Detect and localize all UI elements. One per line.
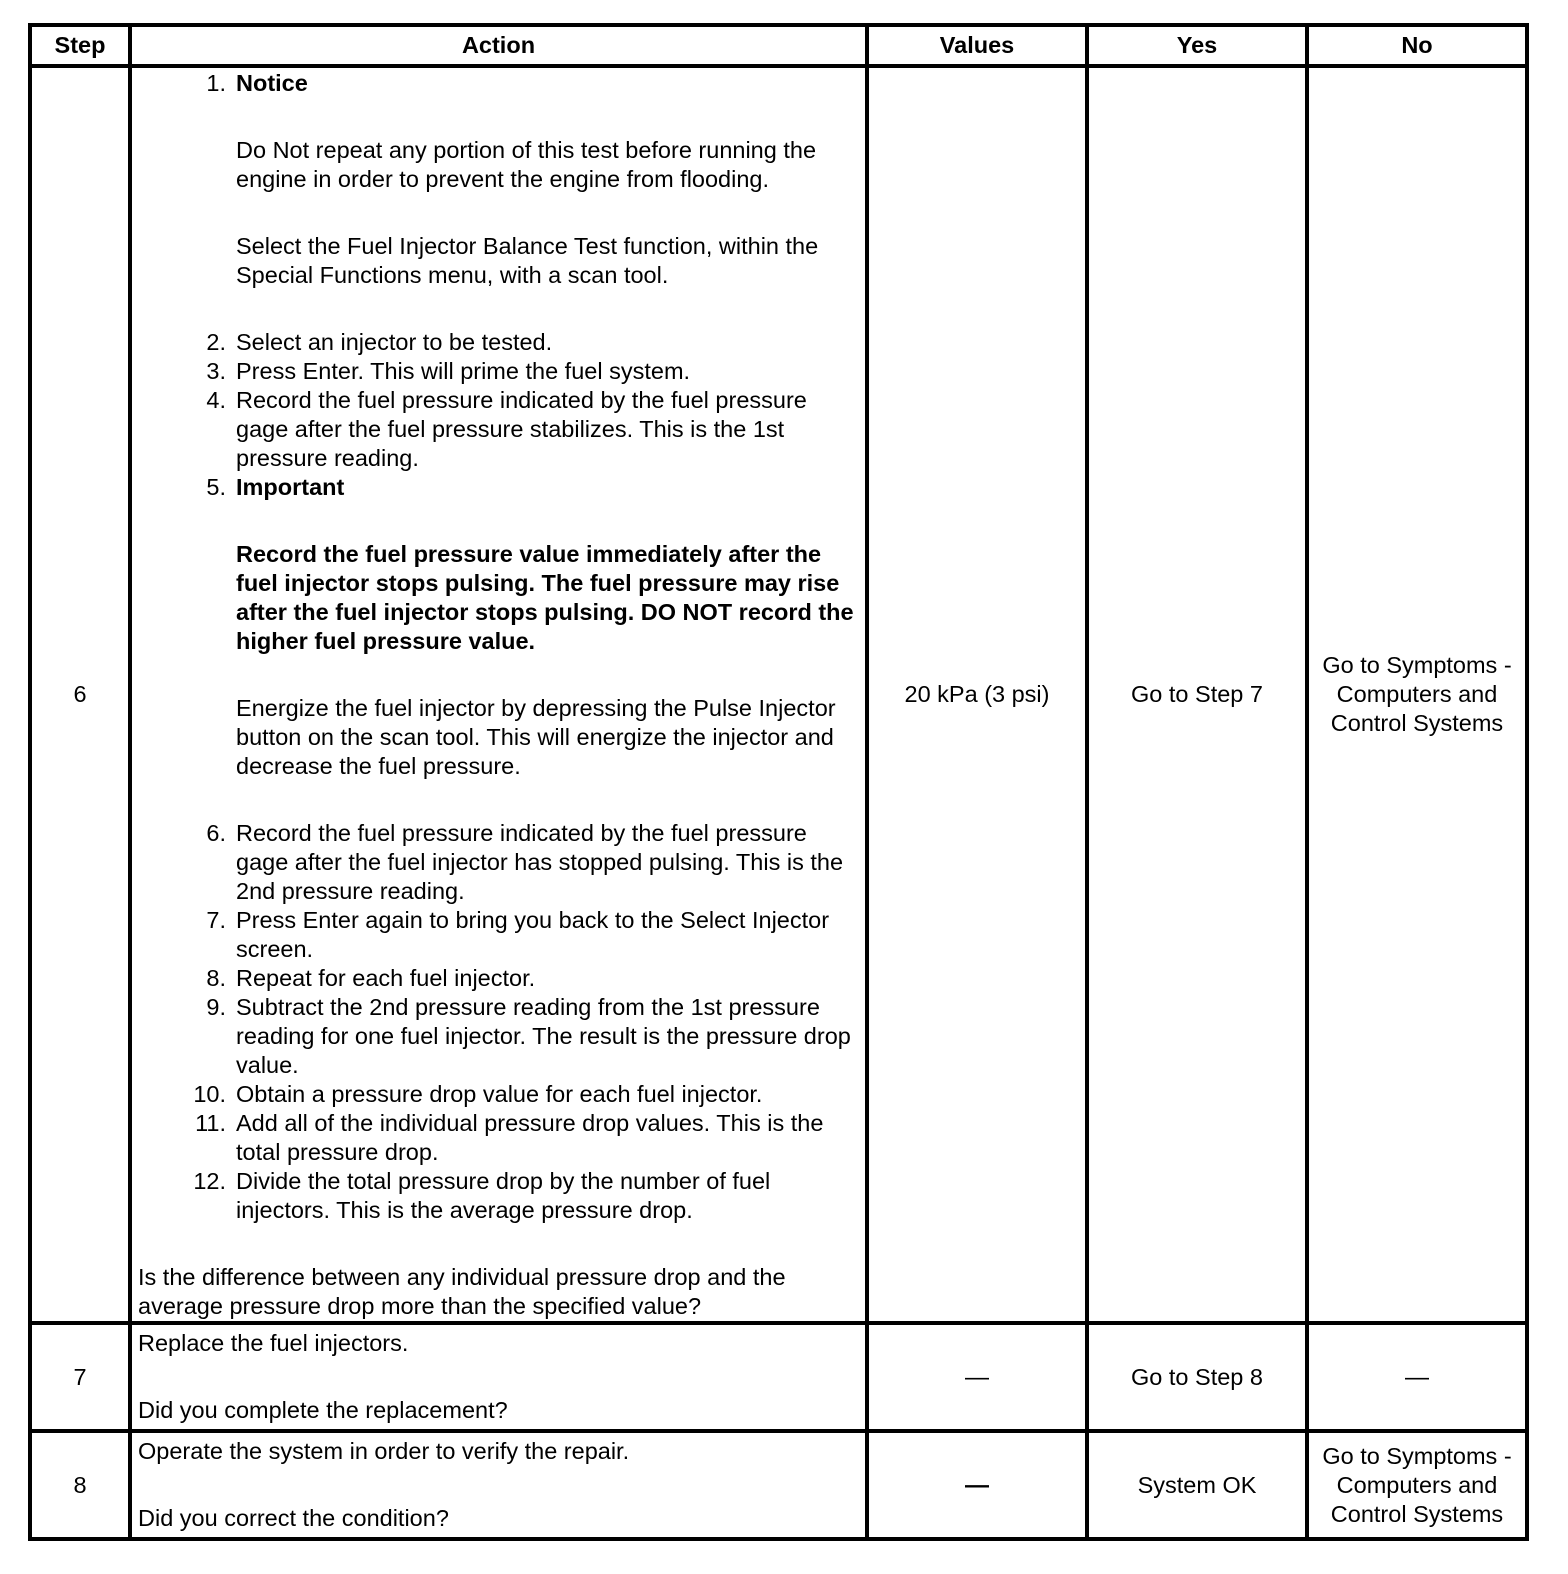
no-cell: Go to Symptoms - Computers and Control Systems xyxy=(1307,1431,1527,1539)
values-cell: — xyxy=(867,1323,1087,1431)
no-cell: Go to Symptoms - Computers and Control Systems xyxy=(1307,66,1527,1323)
important-text: Record the fuel pressure value immediately after the fuel injector stops pulsing. The fuel pressure may rise after the fuel injector stops pulsing. DO NOT record the higher fuel pressure value. xyxy=(236,540,854,654)
action-text: Replace the fuel injectors. xyxy=(138,1330,409,1356)
notice-text: Do Not repeat any portion of this test before running the engine in order to prevent the engine from flooding. xyxy=(236,136,817,192)
action-cell xyxy=(130,66,867,1323)
values-cell: 20 kPa (3 psi) xyxy=(867,66,1087,1323)
list-item: 10. Obtain a pressure drop value for each fuel injector. xyxy=(193,1080,763,1107)
diagnostic-table xyxy=(28,23,1529,1541)
action-text: Operate the system in order to verify the repair. xyxy=(138,1438,630,1464)
list-item: 8. Repeat for each fuel injector. xyxy=(206,964,536,991)
list-item: 2. Select an injector to be tested. xyxy=(206,328,553,355)
list-item: 9. Subtract the 2nd pressure reading from the 1st pressure reading for one fuel injector. The result is the pressure drop value. xyxy=(206,993,851,1078)
select-function-text: Select the Fuel Injector Balance Test function, within the Special Functions menu, with a scan tool. xyxy=(236,232,819,288)
header-yes: Yes xyxy=(1087,25,1307,66)
header-action: Action xyxy=(130,25,867,66)
action-cell xyxy=(130,1323,867,1431)
item-number: 1. xyxy=(206,69,226,96)
important-heading: Important xyxy=(236,473,345,500)
decision-question: Is the difference between any individual pressure drop and the average pressure drop more than the specified value? xyxy=(138,1263,786,1319)
header-values: Values xyxy=(867,25,1087,66)
list-item: 6. Record the fuel pressure indicated by the fuel pressure gage after the fuel injector has stopped pulsing. This is the 2nd pressure reading. xyxy=(206,819,844,904)
action-cell xyxy=(130,1431,867,1539)
table-row-step-8 xyxy=(30,1431,1527,1539)
list-item: 11. Add all of the individual pressure drop values. This is the total pressure drop. xyxy=(195,1109,824,1165)
list-item xyxy=(138,69,859,328)
list-item: 7. Press Enter again to bring you back to the Select Injector screen. xyxy=(206,906,830,962)
yes-cell: Go to Step 7 xyxy=(1087,66,1307,1323)
yes-cell: System OK xyxy=(1087,1431,1307,1539)
no-cell: — xyxy=(1307,1323,1527,1431)
header-row xyxy=(30,25,1527,66)
list-item: 5. Important Record the fuel pressure value immediately after the fuel injector stops pulsing. The fuel pressure may rise after the fuel injector stops pulsing. DO NOT record the higher fuel pressure value. Energize the fuel injector by depressing the Pulse Injector button on the scan tool. This will energize the injector and decrease the fuel pressure. xyxy=(138,473,859,819)
energize-text: Energize the fuel injector by depressing the Pulse Injector button on the scan tool. This will energize the injector and decrease the fuel pressure. xyxy=(236,694,836,779)
step-number: 7 xyxy=(30,1323,130,1431)
list-item: 3. Press Enter. This will prime the fuel system. xyxy=(206,357,691,384)
list-item: 12. Divide the total pressure drop by the number of fuel injectors. This is the average pressure drop. xyxy=(193,1167,771,1223)
step-number: 8 xyxy=(30,1431,130,1539)
decision-question: Did you correct the condition? xyxy=(138,1505,449,1531)
step-number: 6 xyxy=(30,66,130,1323)
notice-heading: Notice xyxy=(236,69,308,96)
decision-question: Did you complete the replacement? xyxy=(138,1397,508,1423)
header-no: No xyxy=(1307,25,1527,66)
values-cell: — xyxy=(867,1431,1087,1539)
table-row-step-7 xyxy=(30,1323,1527,1431)
procedure-list xyxy=(138,69,859,1225)
table-row-step-6 xyxy=(30,66,1527,1323)
yes-cell: Go to Step 8 xyxy=(1087,1323,1307,1431)
list-item: 4. Record the fuel pressure indicated by the fuel pressure gage after the fuel pressure stabilizes. This is the 1st pressure reading. xyxy=(206,386,807,471)
header-step: Step xyxy=(30,25,130,66)
